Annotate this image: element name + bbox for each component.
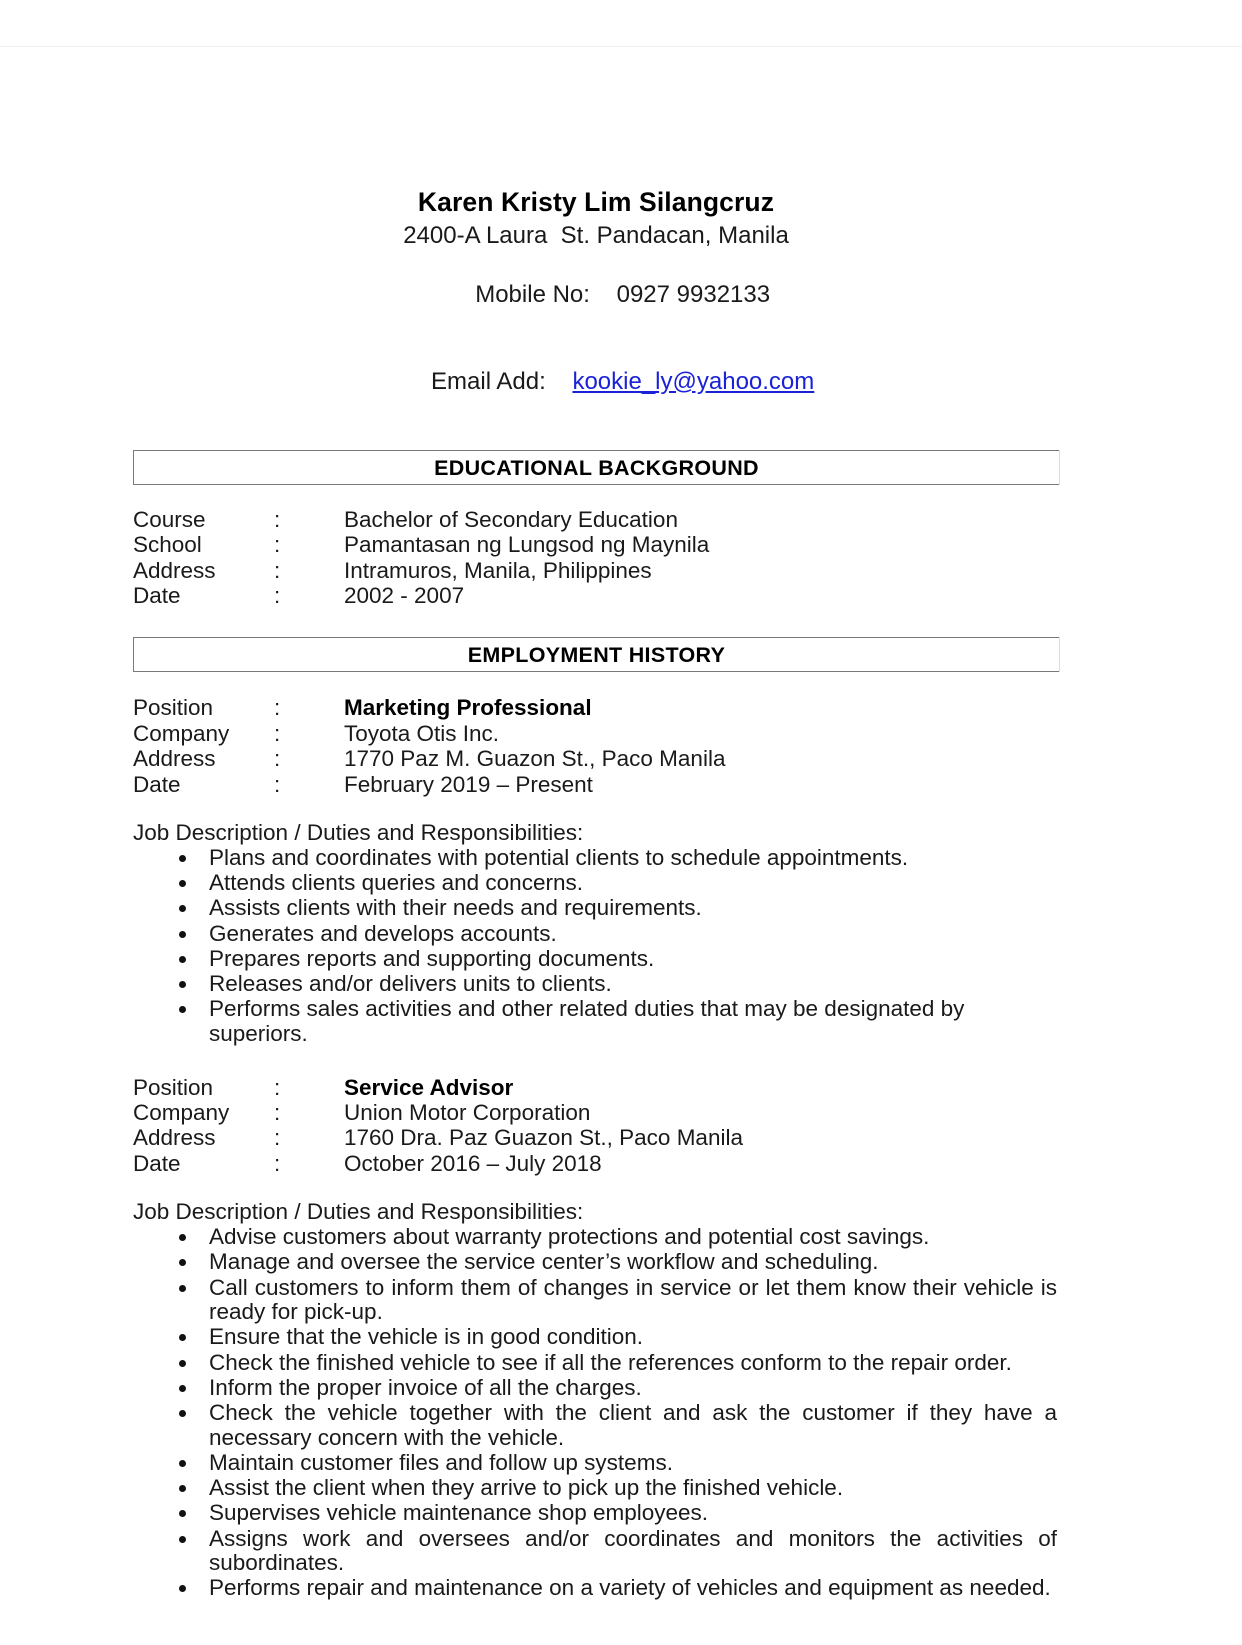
job-title: Marketing Professional	[344, 695, 592, 721]
job-entry	[133, 1075, 1059, 1602]
duty-item	[133, 1376, 1059, 1401]
field-label: Date	[133, 1150, 181, 1176]
duty-text: Attends clients queries and concerns.	[209, 870, 583, 896]
mobile-value: 0927 9932133	[616, 280, 771, 308]
bullet-icon	[179, 1006, 186, 1013]
duties-heading: Job Description / Duties and Responsibilities:	[133, 820, 584, 846]
job-title: Service Advisor	[344, 1074, 514, 1100]
field-value: Bachelor of Secondary Education	[344, 506, 678, 532]
field-row	[133, 1100, 1059, 1125]
bullet-icon	[179, 1259, 186, 1266]
duty-item	[133, 947, 1059, 972]
duty-text: Assist the client when they arrive to pick up the finished vehicle.	[209, 1475, 844, 1501]
duty-text: Advise customers about warranty protections and potential cost savings.	[209, 1224, 930, 1250]
bullet-icon	[179, 1510, 186, 1517]
duty-item	[133, 1576, 1059, 1601]
duty-item	[133, 997, 1059, 1046]
duty-text: Manage and oversee the service center’s workflow and scheduling.	[209, 1249, 879, 1275]
bullet-icon	[179, 981, 186, 988]
field-colon: :	[274, 583, 281, 609]
bullet-icon	[179, 1536, 186, 1543]
duty-item	[133, 1527, 1059, 1576]
email-label: Email Add:	[431, 367, 546, 395]
duty-item	[133, 896, 1059, 921]
section-header-employment-history	[133, 637, 1059, 672]
bullet-icon	[179, 1485, 186, 1492]
field-label: School	[133, 532, 202, 558]
field-label: Address	[133, 746, 216, 772]
bullet-icon	[179, 931, 186, 938]
bullet-icon	[179, 956, 186, 963]
job-entry	[133, 695, 1059, 1046]
field-label: Company	[133, 1100, 230, 1126]
field-value: February 2019 – Present	[344, 771, 593, 797]
duty-text: Releases and/or delivers units to clients.	[209, 971, 612, 996]
mobile-line	[133, 253, 1059, 336]
bullet-icon	[179, 1334, 186, 1341]
field-label: Date	[133, 583, 181, 609]
field-value: Toyota Otis Inc.	[344, 720, 500, 746]
bullet-icon	[179, 1285, 186, 1292]
duty-text: Performs sales activities and other related duties that may be designated by superiors.	[209, 996, 965, 1046]
duty-text: Plans and coordinates with potential clients to schedule appointments.	[209, 844, 909, 870]
field-row	[133, 695, 1059, 720]
field-colon: :	[274, 771, 281, 797]
duty-item	[133, 871, 1059, 896]
field-colon: :	[274, 1150, 281, 1176]
bullet-icon	[179, 1360, 186, 1367]
section-title: EDUCATIONAL BACKGROUND	[434, 455, 759, 480]
duties-list	[133, 1225, 1059, 1601]
bullet-icon	[179, 905, 186, 912]
field-value: Union Motor Corporation	[344, 1100, 591, 1126]
bullet-icon	[179, 1410, 186, 1417]
duty-item	[133, 1225, 1059, 1250]
bullet-icon	[179, 880, 186, 887]
field-value: 2002 - 2007	[344, 583, 465, 609]
duty-item	[133, 1401, 1059, 1450]
field-value: Pamantasan ng Lungsod ng Maynila	[344, 532, 710, 558]
bullet-icon	[179, 855, 186, 862]
duty-text: Prepares reports and supporting documents.	[209, 945, 655, 971]
bullet-icon	[179, 1460, 186, 1467]
duty-item	[133, 1451, 1059, 1476]
duty-item	[133, 1250, 1059, 1275]
field-colon: :	[274, 1125, 281, 1151]
duty-text: Generates and develops accounts.	[209, 920, 557, 946]
document-content	[133, 0, 1059, 1601]
field-label: Address	[133, 1125, 216, 1151]
field-colon: :	[274, 695, 281, 721]
field-label: Date	[133, 771, 181, 797]
field-label: Company	[133, 720, 230, 746]
field-label: Address	[133, 557, 216, 583]
field-row	[133, 507, 1059, 532]
field-colon: :	[274, 557, 281, 583]
email-link[interactable]: kookie_ly@yahoo.com	[572, 367, 815, 395]
field-colon: :	[274, 1074, 281, 1100]
mobile-label: Mobile No:	[475, 280, 590, 308]
job-fields	[133, 695, 1059, 797]
field-label: Course	[133, 506, 206, 532]
field-colon: :	[274, 1100, 281, 1126]
field-label: Position	[133, 695, 214, 721]
bullet-icon	[179, 1234, 186, 1241]
duties-list	[133, 846, 1059, 1047]
field-row	[133, 1151, 1059, 1176]
bullet-icon	[179, 1385, 186, 1392]
applicant-address: 2400-A Laura St. Pandacan, Manila	[403, 221, 789, 249]
field-colon: :	[274, 506, 281, 532]
field-row	[133, 558, 1059, 583]
duty-text: Maintain customer files and follow up systems.	[209, 1449, 673, 1475]
field-value: 1760 Dra. Paz Guazon St., Paco Manila	[344, 1125, 743, 1151]
email-line	[133, 340, 1059, 423]
field-row	[133, 532, 1059, 557]
duty-item	[133, 1476, 1059, 1501]
duty-item	[133, 1501, 1059, 1526]
applicant-name: Karen Kristy Lim Silangcruz	[417, 187, 775, 217]
field-row	[133, 721, 1059, 746]
duty-text: Check the vehicle together with the client and ask the customer if they have a necessary concern with the vehicle.	[209, 1400, 1057, 1450]
field-row	[133, 746, 1059, 771]
field-value: October 2016 – July 2018	[344, 1150, 602, 1176]
duty-item	[133, 1276, 1059, 1325]
field-value: Intramuros, Manila, Philippines	[344, 557, 652, 583]
education-fields	[133, 507, 1059, 609]
field-row	[133, 583, 1059, 608]
field-colon: :	[274, 746, 281, 772]
field-label: Position	[133, 1074, 214, 1100]
field-row	[133, 1075, 1059, 1100]
duty-item	[133, 1351, 1059, 1376]
field-row	[133, 772, 1059, 797]
duties-heading: Job Description / Duties and Responsibilities:	[133, 1199, 584, 1225]
section-header-educational-background	[133, 450, 1059, 485]
duty-text: Check the finished vehicle to see if all the references conform to the repair order.	[209, 1349, 1012, 1375]
duty-text: Ensure that the vehicle is in good condition.	[209, 1324, 644, 1350]
duty-item	[133, 846, 1059, 871]
duty-item	[133, 972, 1059, 997]
bullet-icon	[179, 1585, 186, 1592]
duty-text: Assists clients with their needs and requirements.	[209, 895, 702, 921]
job-fields	[133, 1075, 1059, 1177]
resume-header	[133, 0, 1059, 423]
duty-item	[133, 1325, 1059, 1350]
field-row	[133, 1125, 1059, 1150]
section-title: EMPLOYMENT HISTORY	[467, 643, 726, 668]
duty-text: Supervises vehicle maintenance shop employees.	[209, 1500, 709, 1526]
duty-text: Performs repair and maintenance on a variety of vehicles and equipment as needed.	[209, 1575, 1051, 1601]
duty-text: Assigns work and oversees and/or coordinates and monitors the activities of subordinates.	[209, 1525, 1057, 1576]
duty-text: Inform the proper invoice of all the charges.	[209, 1374, 642, 1400]
field-value: 1770 Paz M. Guazon St., Paco Manila	[344, 746, 726, 772]
duty-item	[133, 922, 1059, 947]
duty-text: Call customers to inform them of changes in service or let them know their vehicle is ready for pick-up.	[209, 1274, 1057, 1325]
field-colon: :	[274, 532, 281, 558]
field-colon: :	[274, 720, 281, 746]
